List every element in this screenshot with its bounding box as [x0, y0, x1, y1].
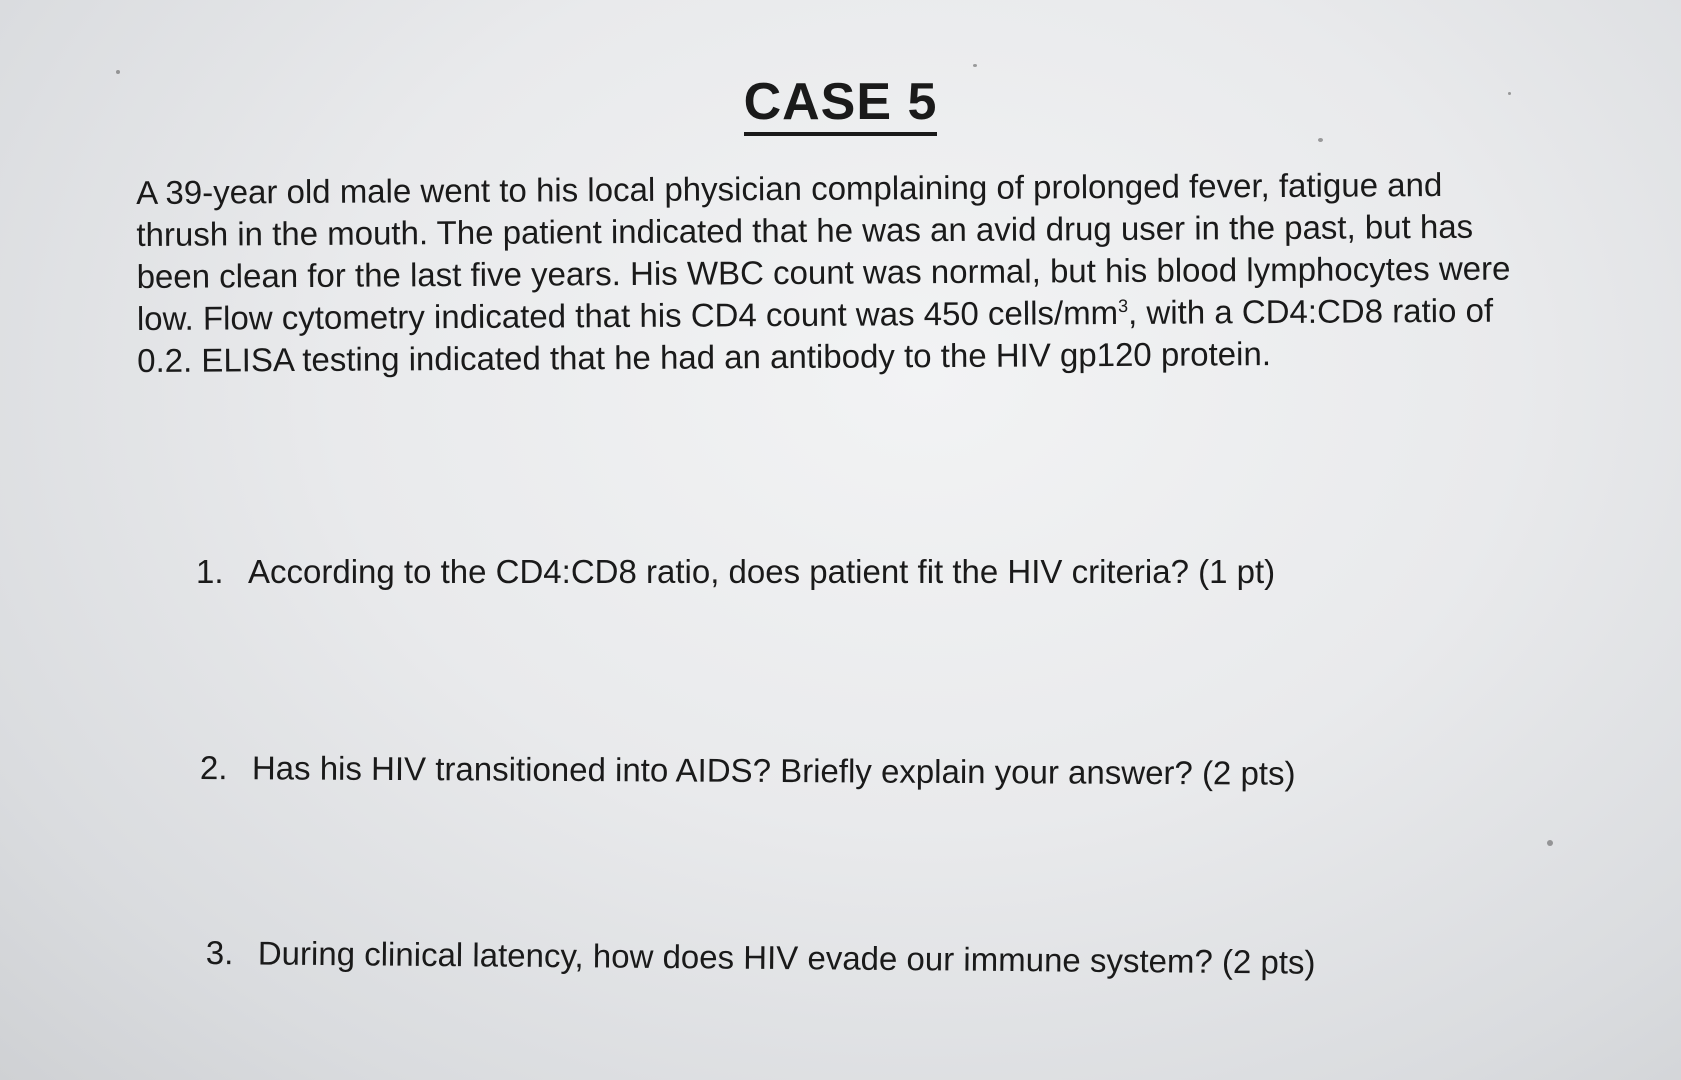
paper-speck — [1547, 840, 1553, 846]
case-title-text: CASE 5 — [744, 73, 938, 136]
case-description-text: A 39-year old male went to his local physician complaining of prolonged fever, fatigue and thrush in the mouth. The patient indicated that he was an avid drug user in the past, but has been clean for the last five years. His WBC count was normal, but his blood lymphocytes were low. Flow cytometry indicated that his CD4 count was 450 cells/mm — [136, 166, 1511, 337]
superscript-three: 3 — [1117, 295, 1129, 317]
paper-speck — [116, 70, 120, 74]
paper-speck — [1508, 92, 1511, 95]
question-1-text: According to the CD4:CD8 ratio, does patient fit the HIV criteria? (1 pt) — [248, 553, 1276, 590]
question-2 — [200, 748, 1296, 794]
question-1 — [196, 552, 1275, 592]
question-3-text: During clinical latency, how does HIV evade our immune system? (2 pts) — [257, 934, 1316, 981]
question-3-number: 3. — [205, 933, 234, 972]
case-description — [136, 163, 1537, 382]
question-1-number: 1. — [196, 553, 224, 590]
question-2-number: 2. — [199, 749, 228, 787]
case-title — [0, 72, 1681, 132]
case-description-text-end: , with a CD4:CD8 ratio of 0.2. ELISA testing indicated that he had an antibody to the HIV gp120 protein. — [137, 291, 1494, 379]
paper-speck — [973, 64, 977, 67]
question-3 — [206, 933, 1316, 983]
paper-speck — [1318, 138, 1323, 142]
question-2-text: Has his HIV transitioned into AIDS? Briefly explain your answer? (2 pts) — [251, 749, 1296, 792]
